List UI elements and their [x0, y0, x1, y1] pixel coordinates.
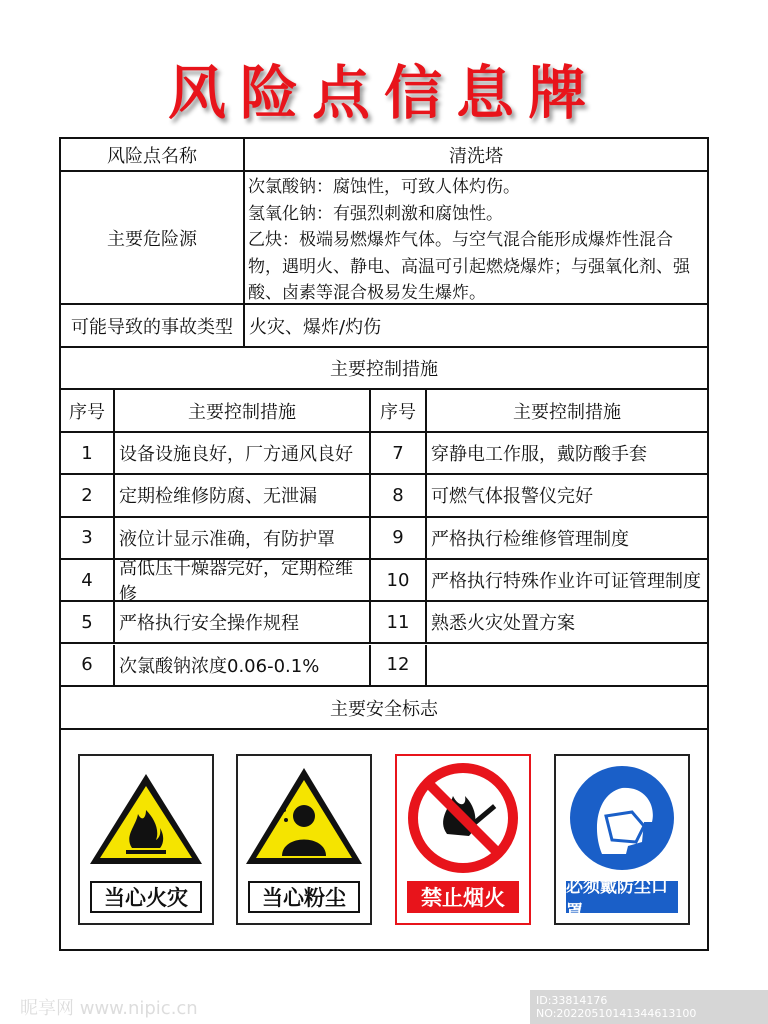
controls-heading: 主要控制措施 [330, 359, 438, 380]
hazard-line: 乙炔：极端易燃爆炸气体。与空气混合能形成爆炸性混合物，遇明火、静电、高温可引起燃烧爆炸；与强氧化剂、强酸、卤素等混合极易发生爆炸。 [248, 230, 690, 303]
control-no: 1 [61, 433, 115, 473]
hazard-label: 主要危险源 [61, 172, 245, 303]
hazard-row [61, 172, 707, 305]
signs-heading: 主要安全标志 [330, 698, 438, 720]
control-measure: 可燃气体报警仪完好 [431, 486, 593, 508]
sign-no-fire [395, 754, 531, 925]
dust-warning-icon [238, 756, 370, 876]
controls-heading-row [61, 348, 707, 390]
page-title: 风险点信息牌 [167, 59, 600, 127]
risk-point-row [61, 139, 707, 172]
sign-fire-warning [78, 754, 214, 925]
control-measure [427, 645, 707, 685]
control-row [61, 558, 707, 606]
control-no: 10 [371, 560, 427, 600]
control-measure: 液位计显示准确，有防护罩 [115, 518, 371, 558]
controls-header-row [61, 390, 707, 433]
risk-point-label: 风险点名称 [61, 139, 245, 170]
watermark-logo: 昵享网 www.nipic.cn [20, 998, 198, 1019]
control-row [61, 433, 707, 475]
control-no: 11 [371, 602, 427, 642]
control-no: 2 [61, 475, 115, 515]
sign-label: 当心火灾 [90, 881, 202, 913]
control-no: 6 [61, 645, 115, 685]
watermark-id: ID:33814176 NO:20220510141344613100 [530, 990, 768, 1024]
control-no: 7 [371, 433, 427, 473]
dust-mask-icon [556, 756, 688, 876]
hazard-line: 次氯酸钠：腐蚀性，可致人体灼伤。 [248, 177, 520, 197]
accident-label: 可能导致的事故类型 [61, 305, 245, 346]
control-measure: 严格执行安全操作规程 [115, 602, 371, 642]
control-no: 8 [371, 475, 427, 515]
accident-row [61, 305, 707, 348]
sign-label: 当心粉尘 [248, 881, 360, 913]
control-no: 12 [371, 645, 427, 685]
accident-value: 火灾、爆炸/灼伤 [249, 316, 382, 338]
col-no-header: 序号 [61, 390, 115, 431]
control-row [61, 475, 707, 517]
hazard-line: 氢氧化钠：有强烈刺激和腐蚀性。 [248, 203, 503, 224]
control-no: 9 [371, 518, 427, 558]
control-row [61, 602, 707, 644]
safety-signs [61, 730, 707, 951]
fire-warning-icon [80, 756, 212, 876]
control-measure: 高低压干燥器完好，定期检维修 [115, 560, 371, 600]
no-fire-icon [397, 756, 529, 876]
hazard-text [245, 172, 707, 303]
signs-heading-row [61, 687, 707, 730]
risk-point-value: 清洗塔 [449, 145, 503, 167]
control-measure: 定期检维修防腐、无泄漏 [115, 475, 371, 515]
control-measure: 次氯酸钠浓度0.06-0.1% [115, 645, 371, 685]
control-no: 3 [61, 518, 115, 558]
sign-label: 必须戴防尘口罩 [566, 881, 678, 913]
control-measure: 设备设施良好，厂方通风良好 [115, 433, 371, 473]
col-measure-header: 主要控制措施 [115, 390, 371, 431]
control-measure: 穿静电工作服，戴防酸手套 [431, 444, 647, 466]
col-no-header: 序号 [371, 390, 427, 431]
sign-wear-dust-mask [554, 754, 690, 925]
control-measure: 严格执行检维修管理制度 [431, 528, 629, 550]
control-row [61, 645, 707, 687]
control-no: 4 [61, 560, 115, 600]
control-measure: 严格执行特殊作业许可证管理制度 [431, 571, 701, 593]
sign-dust-warning [236, 754, 372, 925]
col-measure-header: 主要控制措施 [513, 401, 621, 423]
control-measure: 熟悉火灾处置方案 [431, 613, 575, 635]
info-board [59, 137, 709, 951]
sign-label: 禁止烟火 [407, 881, 519, 913]
control-no: 5 [61, 602, 115, 642]
